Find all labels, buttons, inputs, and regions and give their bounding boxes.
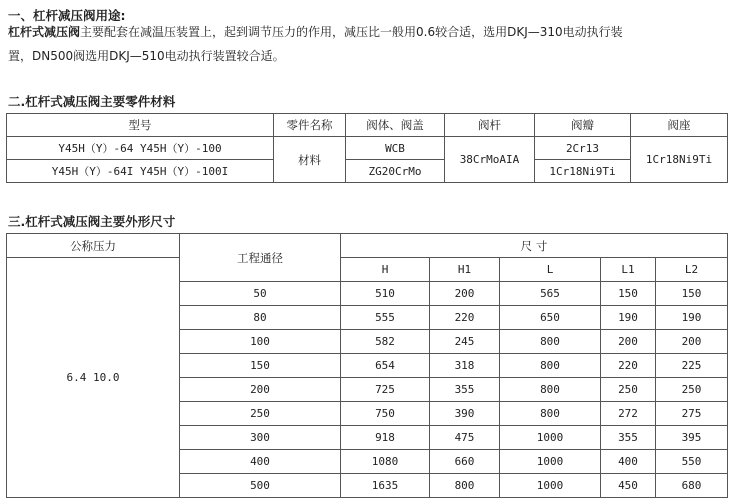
seat-material-cell: 1Cr18Ni9Ti xyxy=(631,137,728,183)
table-cell: 220 xyxy=(601,354,656,378)
usage-paragraph xyxy=(8,20,623,68)
section1-heading: 一、杠杆减压阀用途: xyxy=(8,8,126,23)
table-cell: 395 xyxy=(656,426,728,450)
header-model: 型号 xyxy=(7,114,274,137)
table-cell: 450 xyxy=(601,474,656,498)
table-cell: 318 xyxy=(430,354,500,378)
body-material-cell: WCB xyxy=(346,137,445,160)
section3-heading: 三.杠杆式减压阀主要外形尺寸 xyxy=(8,214,176,229)
table-cell: 200 xyxy=(430,282,500,306)
table-cell: 654 xyxy=(341,354,430,378)
table-cell: 190 xyxy=(601,306,656,330)
table-cell: 400 xyxy=(180,450,341,474)
table-cell: 918 xyxy=(341,426,430,450)
part-name-cell: 材料 xyxy=(274,137,346,183)
stem-material-cell: 38CrMoAIA xyxy=(445,137,535,183)
table-cell: 225 xyxy=(656,354,728,378)
header-part-name: 零件名称 xyxy=(274,114,346,137)
table-cell: 1000 xyxy=(500,474,601,498)
dimensions-table xyxy=(6,233,728,498)
table-cell: 272 xyxy=(601,402,656,426)
table-cell: 50 xyxy=(180,282,341,306)
table-cell: 190 xyxy=(656,306,728,330)
table-cell: 800 xyxy=(500,330,601,354)
table-cell: 220 xyxy=(430,306,500,330)
table-cell: 680 xyxy=(656,474,728,498)
table-cell: 150 xyxy=(601,282,656,306)
table-row xyxy=(7,258,728,282)
body-material-cell: ZG20CrMo xyxy=(346,160,445,183)
table-cell: 1635 xyxy=(341,474,430,498)
table-cell: 800 xyxy=(500,354,601,378)
table-cell: 200 xyxy=(656,330,728,354)
table-cell: 150 xyxy=(180,354,341,378)
disc-material-cell: 2Cr13 xyxy=(535,137,631,160)
table-cell: 582 xyxy=(341,330,430,354)
usage-line-1 xyxy=(8,20,623,44)
table-cell: 250 xyxy=(601,378,656,402)
table-cell: 1000 xyxy=(500,426,601,450)
table-cell: 80 xyxy=(180,306,341,330)
table-cell: 800 xyxy=(500,402,601,426)
table-cell: 245 xyxy=(430,330,500,354)
table-cell: 200 xyxy=(180,378,341,402)
table-cell: 565 xyxy=(500,282,601,306)
table-cell: 275 xyxy=(656,402,728,426)
sub-header-l1: L1 xyxy=(601,258,656,282)
table-cell: 1000 xyxy=(500,450,601,474)
pressure-header: 公称压力 xyxy=(7,234,180,258)
table-cell: 510 xyxy=(341,282,430,306)
header-stem: 阀杆 xyxy=(445,114,535,137)
materials-table xyxy=(6,113,728,183)
table-cell: 200 xyxy=(601,330,656,354)
table-cell: 355 xyxy=(601,426,656,450)
sub-header-l2: L2 xyxy=(656,258,728,282)
table-cell: 250 xyxy=(180,402,341,426)
table-cell: 660 xyxy=(430,450,500,474)
table-row xyxy=(7,160,728,183)
table-cell: 250 xyxy=(656,378,728,402)
table-row xyxy=(7,234,728,258)
pressure-value: 6.4 10.0 xyxy=(7,258,180,498)
table-cell: 1080 xyxy=(341,450,430,474)
table-cell: 555 xyxy=(341,306,430,330)
table-cell: 400 xyxy=(601,450,656,474)
model-cell: Y45H（Y）-64I Y45H（Y）-100I xyxy=(7,160,274,183)
table-cell: 150 xyxy=(656,282,728,306)
table-cell: 800 xyxy=(500,378,601,402)
header-body: 阀体、阀盖 xyxy=(346,114,445,137)
table-cell: 100 xyxy=(180,330,341,354)
table-cell: 550 xyxy=(656,450,728,474)
table-cell: 390 xyxy=(430,402,500,426)
table-cell: 650 xyxy=(500,306,601,330)
disc-material-cell: 1Cr18Ni9Ti xyxy=(535,160,631,183)
usage-text-1: 主要配套在减温压装置上，起到调节压力的作用，减压比一般用0.6较合适，选用DKJ—310电动执行装 xyxy=(80,25,623,39)
table-cell: 300 xyxy=(180,426,341,450)
dimension-header: 尺 寸 xyxy=(341,234,728,258)
table-cell: 355 xyxy=(430,378,500,402)
sub-header-l: L xyxy=(500,258,601,282)
table-cell: 750 xyxy=(341,402,430,426)
table-cell: 475 xyxy=(430,426,500,450)
header-seat: 阀座 xyxy=(631,114,728,137)
model-cell: Y45H（Y）-64 Y45H（Y）-100 xyxy=(7,137,274,160)
header-disc: 阀瓣 xyxy=(535,114,631,137)
usage-line-2: 置，DN500阀选用DKJ—510电动执行装置较合适。 xyxy=(8,49,285,63)
table-cell: 800 xyxy=(430,474,500,498)
sub-header-h1: H1 xyxy=(430,258,500,282)
sub-header-h: H xyxy=(341,258,430,282)
table-cell: 500 xyxy=(180,474,341,498)
table-row xyxy=(7,114,728,137)
section2-heading: 二.杠杆式减压阀主要零件材料 xyxy=(8,94,176,109)
table-cell: 725 xyxy=(341,378,430,402)
usage-lead: 杠杆式减压阀 xyxy=(8,25,81,39)
diameter-header: 工程通径 xyxy=(180,234,341,282)
table-row xyxy=(7,137,728,160)
